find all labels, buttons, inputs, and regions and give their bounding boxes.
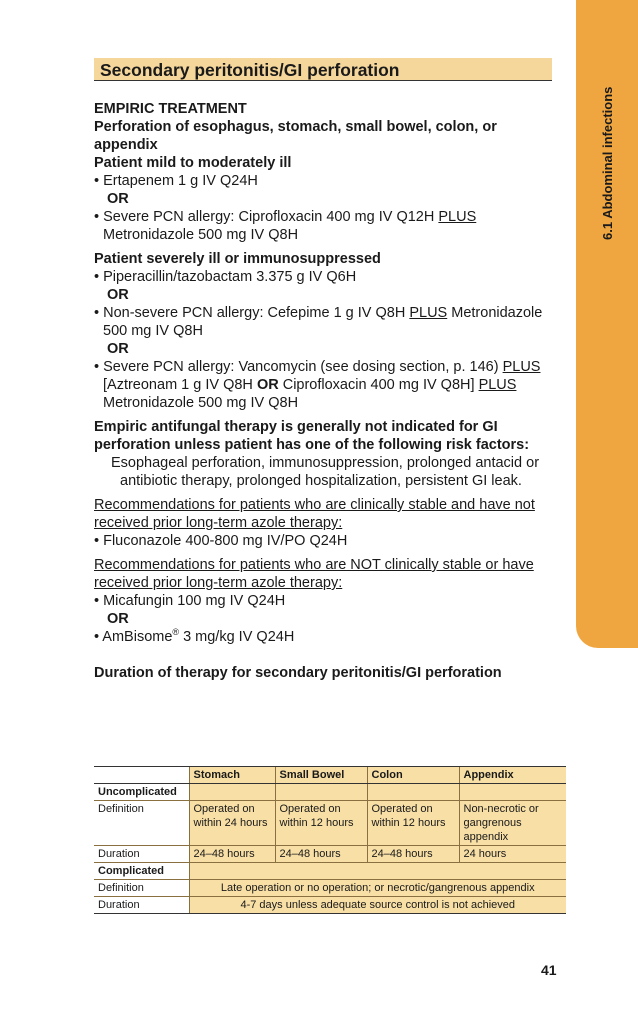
table-row	[94, 801, 566, 846]
table-row	[94, 784, 566, 801]
table-header-cell: Colon	[367, 767, 459, 784]
table-cell: 24–48 hours	[189, 846, 275, 863]
stable-recommendation: Recommendations for patients who are clinically stable and have not received prior long-term azole therapy:	[94, 497, 535, 531]
duration-label: Duration	[94, 897, 189, 914]
complicated-label: Complicated	[94, 863, 189, 880]
table-header-cell: Stomach	[189, 767, 275, 784]
section-tab-label: 6.1 Abdominal infections	[600, 86, 615, 240]
stable-drug: • Fluconazole 400-800 mg IV/PO Q24H	[94, 533, 348, 549]
definition-label: Definition	[94, 880, 189, 897]
duration-label: Duration	[94, 846, 189, 863]
table-header-row	[94, 767, 566, 784]
table-header-cell: Small Bowel	[275, 767, 367, 784]
or-label: OR	[107, 287, 129, 303]
table-cell: 4-7 days unless adequate source control is not achieved	[189, 897, 566, 914]
severe-option-2: • Non-severe PCN allergy: Cefepime 1 g IV Q8H PLUS Metronidazole 500 mg IV Q8H	[94, 305, 543, 339]
duration-table	[94, 766, 566, 914]
table-header-cell: Appendix	[459, 767, 566, 784]
table-row	[94, 863, 566, 880]
antifungal-heading: Empiric antifungal therapy is generally not indicated for GI perforation unless patient has one of the following risk factors:	[94, 419, 530, 453]
or-label: OR	[107, 341, 129, 357]
definition-label: Definition	[94, 801, 189, 846]
table-header-cell	[94, 767, 189, 784]
empiric-heading: EMPIRIC TREATMENT	[94, 101, 247, 117]
table-row	[94, 846, 566, 863]
table-cell: Non-necrotic or gangrenous appendix	[459, 801, 566, 846]
unstable-recommendation: Recommendations for patients who are NOT clinically stable or have received prior long-term azole therapy:	[94, 557, 534, 591]
page-title: Secondary peritonitis/GI perforation	[100, 60, 400, 80]
table-row	[94, 897, 566, 914]
risk-factors: Esophageal perforation, immunosuppression, prolonged antacid or antibiotic therapy, prolonged hospitalization, persistent GI leak.	[111, 455, 540, 489]
or-label: OR	[107, 611, 129, 627]
unstable-drug-1: • Micafungin 100 mg IV Q24H	[94, 593, 286, 609]
or-label: OR	[107, 191, 129, 207]
perforation-heading: Perforation of esophagus, stomach, small bowel, colon, or appendix	[94, 119, 497, 153]
table-cell: Late operation or no operation; or necrotic/gangrenous appendix	[189, 880, 566, 897]
mild-heading: Patient mild to moderately ill	[94, 155, 292, 171]
table-row	[94, 880, 566, 897]
table-cell: 24–48 hours	[367, 846, 459, 863]
unstable-drug-2: • AmBisome® 3 mg/kg IV Q24H	[94, 627, 295, 645]
severe-option-1: • Piperacillin/tazobactam 3.375 g IV Q6H	[94, 269, 357, 285]
duration-heading: Duration of therapy for secondary peritonitis/GI perforation	[94, 665, 502, 681]
mild-option-1: • Ertapenem 1 g IV Q24H	[94, 173, 258, 189]
table-cell: Operated on within 24 hours	[189, 801, 275, 846]
table-cell: 24 hours	[459, 846, 566, 863]
table-cell: Operated on within 12 hours	[367, 801, 459, 846]
severe-heading: Patient severely ill or immunosuppressed	[94, 251, 381, 267]
table-cell: 24–48 hours	[275, 846, 367, 863]
table-cell: Operated on within 12 hours	[275, 801, 367, 846]
main-content	[94, 100, 554, 682]
uncomplicated-label: Uncomplicated	[94, 784, 189, 801]
page-number: 41	[541, 962, 557, 978]
mild-option-2: • Severe PCN allergy: Ciprofloxacin 400 mg IV Q12H PLUS Metronidazole 500 mg IV Q8H	[94, 209, 477, 243]
severe-option-3: • Severe PCN allergy: Vancomycin (see dosing section, p. 146) PLUS [Aztreonam 1 g IV Q8H OR Ciprofloxacin 400 mg IV Q8H] PLUS Metronidazole 500 mg IV Q8H	[94, 359, 541, 411]
